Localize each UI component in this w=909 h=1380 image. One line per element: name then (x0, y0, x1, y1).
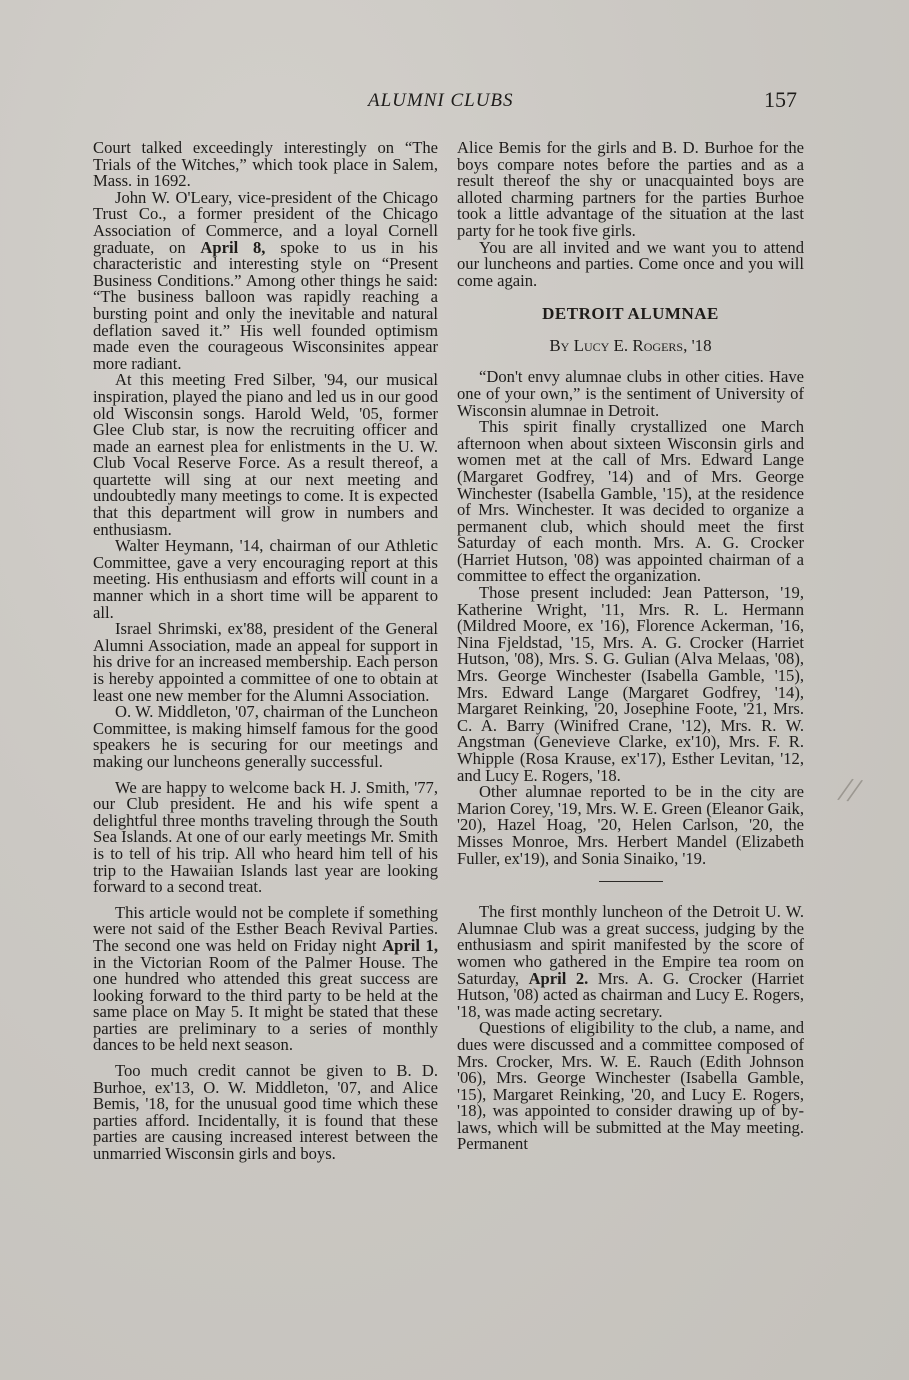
paragraph: Other alumnae reported to be in the city are Marion Corey, '19, Mrs. W. E. Green (Eleanor Gaik, '20), Hazel Hoag, '20, Helen Carlson, '20, the Misses Monroe, Mrs. Herbert Mandel (Elizabeth Fuller, ex'19), and Sonia Sinaiko, '19. (457, 782, 804, 868)
running-head (0, 87, 909, 120)
page-number: 157 (764, 87, 797, 112)
paragraph: Those present included: Jean Patterson, '19, Katherine Wright, '11, Mrs. R. L. Hermann (Mildred Moore, ex '16), Florence Ackerman, '16, Nina Fjeldstad, '15, Mrs. A. G. Crocker (Harriet Hutson, '08), Mrs. S. G. Gulian (Alva Melaas, '08), Mrs. George Winchester (Isabella Gamble, '15), Mrs. Edward Lange (Margaret Godfrey, '14), Margaret Reinking, '20, Josephine Foote, '21, Mrs. C. A. Barry (Winifred Crane, '12), Mrs. R. W. Angstman (Genevieve Clarke, ex'10), Mrs. F. R. Whipple (Rosa Krause, ex'17), Esther Levitan, '12, and Lucy E. Rogers, '18. (457, 583, 804, 785)
paragraph: Walter Heymann, '14, chairman of our Athletic Committee, gave a very encouraging report at this meeting. His enthusiasm and efforts will count in a manner which in a short time will be apparent to all. (93, 536, 438, 622)
paragraph: You are all invited and we want you to attend our luncheons and parties. Come once and you will come again. (457, 237, 804, 290)
section-heading: DETROIT ALUMNAE (542, 304, 719, 324)
paragraph: At this meeting Fred Silber, '94, our musical inspiration, played the piano and led us in our good old Wisconsin songs. Harold Weld, '05, former Glee Club star, is now the recruiting officer and made an earnest plea for enlistments in the U. W. Club Vocal Reserve Force. As a result thereof, a quartette will sing at our next meeting and undoubtedly many meetings to come. It is expected that this department will grow in numbers and enthusiasm. (93, 370, 438, 539)
bold-date: April 8, (200, 237, 266, 257)
bold-date: April 2. (528, 968, 589, 988)
paragraph (93, 187, 438, 373)
paragraph: Too much credit cannot be given to B. D. Burhoe, ex'13, O. W. Middleton, '07, and Alice Bemis, '18, for the unusual good time which these parties afford. Incidentally, it is found that these parties are causing increased interest between the unmarried Wisconsin girls and boys. (93, 1061, 438, 1164)
paragraph: Alice Bemis for the girls and B. D. Burhoe for the boys compare notes before the parties and as a result thereof the shy or unacquainted boys are alloted charming partners for the parties Burhoe took a little advantage of the situation at the last party for he took five girls. (457, 138, 804, 240)
paragraph: We are happy to welcome back H. J. Smith, '77, our Club president. He and his wife spent a delightful three months traveling through the South Sea Islands. At one of our early meetings Mr. Smith is to tell of his trip. All who heard him tell of his trip to the Hawaiian Islands last year are looking forward to a second treat. (93, 777, 438, 897)
paragraph: Court talked exceedingly interestingly on “The Trials of the Witches,” which took place in Salem, Mass. in 1692. (93, 138, 438, 191)
paragraph: Israel Shrimski, ex'88, president of the General Alumni Association, made an appeal for support in his drive for an increased membership. Each person is hereby appointed a committee of one to obtain at least one new member for the Alumni Association. (93, 619, 438, 705)
paragraph: This spirit finally crystallized one March afternoon when about sixteen Wisconsin girls and women met at the call of Mrs. Edward Lange (Margaret Godfrey, '14) and of Mrs. George Winchester (Isabella Gamble, '15), at the residence of Mrs. Winchester. It was decided to organize a permanent club, which should meet the first Saturday of each month. Mrs. A. G. Crocker (Harriet Hutson, '08) was appointed chairman of a committee to effect the organization. (457, 417, 804, 586)
paragraph-text: The first monthly luncheon of the Detroit U. W. Alumnae Club was a great success, judging by the enthusiasm and spirit manifested by the score of women who gathered in the Empire tea room on Saturday, (457, 902, 804, 988)
paragraph: “Don't envy alumnae clubs in other cities. Have one of your own,” is the sentiment of University of Wisconsin alumnae in Detroit. (457, 367, 804, 420)
byline: By Lucy E. Rogers, '18 (549, 336, 712, 356)
paragraph (457, 904, 804, 1020)
paragraph: Questions of eligibility to the club, a name, and dues were discussed and a committee composed of Mrs. Crocker, Mrs. W. E. Rauch (Edith Johnson '06), Mrs. George Winchester (Isabella Gamble, '15), Margaret Reinking, '20, and Lucy E. Rogers, '18), was appointed to consider drawing up of by-laws, which will be submitted at the May meeting. Permanent (457, 1018, 804, 1154)
bold-date: April 1, (382, 935, 438, 955)
right-column (457, 140, 804, 1153)
paragraph: O. W. Middleton, '07, chairman of the Luncheon Committee, is making himself famous for the good speakers he is securing for our meetings and making our luncheons generally successful. (93, 702, 438, 771)
paragraph-text: John W. O'Leary, vice-president of the Chicago Trust Co., a former president of the Chicago Association of Commerce, and a loyal Cornell graduate, on (93, 187, 438, 257)
divider (599, 881, 663, 882)
running-title: ALUMNI CLUBS (368, 90, 514, 111)
paragraph (93, 902, 438, 1055)
left-column (93, 140, 438, 1163)
margin-pencil-mark: // (837, 770, 862, 811)
paragraph-text: Mrs. A. G. Crocker (Harriet Hutson, '08) acted as chairman and Lucy E. Rogers, '18, was made acting secretary. (457, 968, 804, 1021)
paragraph-text: in the Victorian Room of the Palmer House. The one hundred who attended this great success are looking forward to the third party to be held at the same place on May 5. It might be stated that these parties are preliminary to a series of monthly dances to be held next season. (93, 952, 438, 1055)
paragraph-text: spoke to us in his characteristic and interesting style on “Present Business Conditions.” Among other things he said: “The business balloon was rapidly reaching a bursting point and only the inevitable and natural deflation saved it.” His well founded optimism made even the courageous Wisconsinites appear more radiant. (93, 237, 438, 373)
paragraph-text: This article would not be complete if something were not said of the Esther Beach Revival Parties. The second one was held on Friday night (93, 902, 438, 955)
